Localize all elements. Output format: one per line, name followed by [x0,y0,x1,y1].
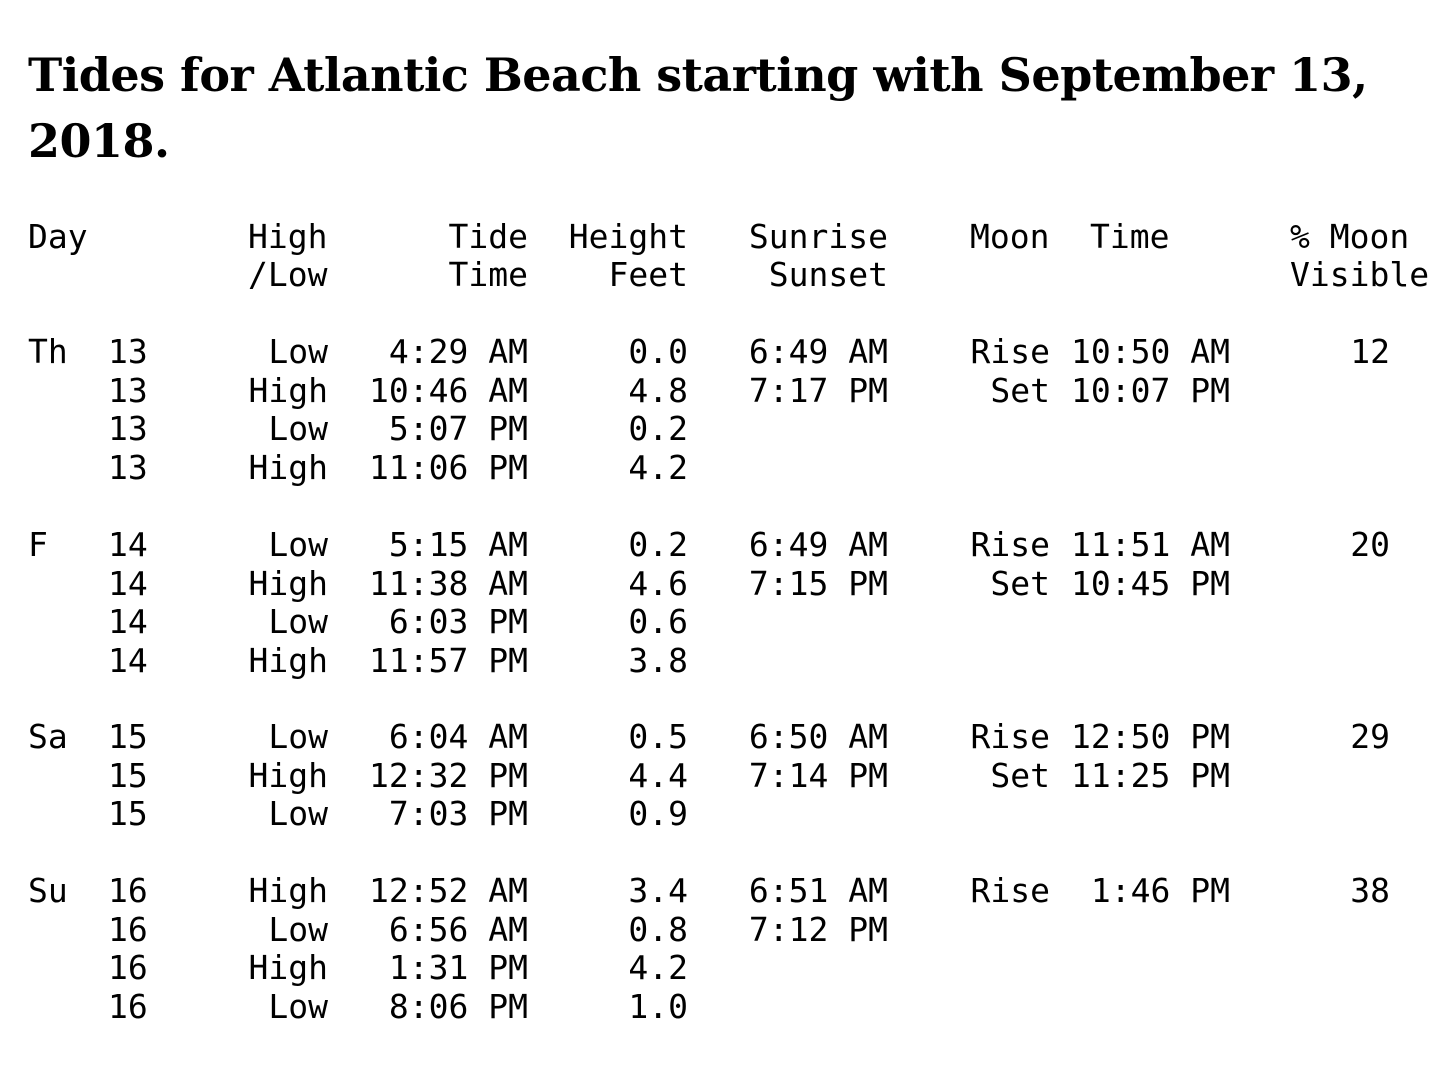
date-cell: 15 [108,755,148,795]
moon-time-cell [1050,642,1230,680]
tide-height-cell: 0.2 [628,525,688,564]
date-cell: 16 [108,871,148,910]
high-low-cell: Low [268,986,328,1026]
moon-event-cell [950,988,1050,1026]
date-cell: 16 [108,986,148,1026]
high-low-cell: High [248,871,328,910]
moon-visible-cell [1290,565,1390,603]
day-cell [28,603,108,641]
high-low-cell: Low [268,717,328,756]
moon-visible-cell: 29 [1350,717,1390,756]
high-low-cell: Low [268,602,328,641]
sunrise-sunset-cell: 6:51 AM [748,871,888,910]
moon-event-cell [950,911,1050,949]
moon-visible-cell [1290,911,1390,949]
header-moon: Moon [970,217,1050,256]
moon-time-cell [1050,410,1230,448]
tide-height-cell: 4.2 [628,447,688,487]
date-cell: 14 [108,602,148,641]
date-cell: 15 [108,794,148,833]
header-highlow-line1: High [248,217,328,256]
tide-time-cell: 6:56 AM [388,909,528,949]
tide-height-cell: 3.4 [628,871,688,910]
day-cell [28,911,108,949]
moon-visible-cell: 20 [1350,525,1390,564]
moon-visible-cell: 12 [1350,332,1390,371]
moon-time-cell: 11:51 AM [1071,525,1230,564]
sunrise-sunset-cell [688,795,888,833]
header-highlow-line2: /Low [248,255,328,294]
tide-height-cell: 4.2 [628,948,688,987]
moon-event-cell [950,410,1050,448]
high-low-cell: High [248,563,328,603]
high-low-cell: Low [268,409,328,448]
moon-visible-cell [1290,949,1390,987]
high-low-cell: Low [268,525,328,564]
header-sun-line1: Sunrise [748,217,888,256]
tide-time-cell: 12:52 AM [369,871,528,910]
day-cell [28,410,108,448]
high-low-cell: High [248,370,328,410]
tide-height-cell: 0.8 [628,909,688,949]
tide-time-cell: 7:03 PM [388,794,528,833]
sunrise-sunset-cell: 6:49 AM [748,332,888,371]
moon-visible-cell [1290,642,1390,680]
sunrise-sunset-cell [688,410,888,448]
moon-time-cell: 11:25 PM [1071,755,1230,795]
high-low-cell: High [248,640,328,680]
high-low-cell: High [248,447,328,487]
moon-time-cell: 12:50 PM [1071,717,1230,756]
header-sun-line2: Sunset [768,255,888,294]
day-cell: Sa [28,717,68,756]
tide-time-cell: 1:31 PM [388,948,528,987]
tide-height-cell: 1.0 [628,986,688,1026]
date-cell: 14 [108,563,148,603]
day-cell [28,949,108,987]
tide-time-cell: 8:06 PM [388,986,528,1026]
tide-height-cell: 4.6 [628,563,688,603]
moon-event-cell: Rise [970,525,1050,564]
sunrise-sunset-cell [688,603,888,641]
tide-time-cell: 12:32 PM [369,755,528,795]
moon-event-cell: Set [990,563,1050,603]
moon-time-cell [1050,603,1230,641]
tide-height-cell: 4.4 [628,755,688,795]
moon-visible-cell [1290,757,1390,795]
moon-visible-cell [1290,988,1390,1026]
tide-height-cell: 3.8 [628,640,688,680]
date-cell: 16 [108,948,148,987]
sunrise-sunset-cell [688,988,888,1026]
header-visible-line1: % Moon [1290,217,1410,256]
header-moon-time: Time [1090,217,1170,256]
moon-time-cell: 10:45 PM [1071,563,1230,603]
high-low-cell: Low [268,909,328,949]
moon-event-cell: Set [990,370,1050,410]
date-cell: 13 [108,409,148,448]
moon-event-cell: Rise [970,332,1050,371]
tide-height-cell: 4.8 [628,370,688,410]
day-cell [28,988,108,1026]
moon-time-cell [1050,988,1230,1026]
tide-height-cell: 0.0 [628,332,688,371]
moon-event-cell [950,449,1050,487]
tide-time-cell: 11:06 PM [369,447,528,487]
header-height-line2: Feet [608,255,688,294]
header-tide-time-line2: Time [448,255,528,294]
moon-event-cell [950,949,1050,987]
moon-visible-cell [1290,372,1390,410]
date-cell: 15 [108,717,148,756]
tide-time-cell: 10:46 AM [369,370,528,410]
moon-event-cell [950,603,1050,641]
moon-visible-cell [1290,449,1390,487]
day-cell: Th [28,332,68,371]
high-low-cell: High [248,755,328,795]
date-cell: 14 [108,640,148,680]
tide-height-cell: 0.5 [628,717,688,756]
moon-time-cell [1050,795,1230,833]
moon-time-cell [1050,911,1230,949]
tide-time-cell: 6:04 AM [388,717,528,756]
page-title: Tides for Atlantic Beach starting with September 13, 2018. [28,48,1368,168]
tide-time-cell: 6:03 PM [388,602,528,641]
moon-time-cell [1050,949,1230,987]
tide-time-cell: 11:57 PM [369,640,528,680]
sunrise-sunset-cell [688,449,888,487]
sunrise-sunset-cell: 6:49 AM [748,525,888,564]
header-height-line1: Height [568,217,688,256]
day-cell [28,449,108,487]
moon-event-cell [950,642,1050,680]
moon-time-cell: 1:46 PM [1090,871,1230,910]
tide-height-cell: 0.2 [628,409,688,448]
high-low-cell: Low [268,794,328,833]
sunrise-sunset-cell: 7:15 PM [748,563,888,603]
high-low-cell: Low [268,332,328,371]
day-cell [28,795,108,833]
moon-visible-cell [1290,603,1390,641]
header-visible-line2: Visible [1290,255,1430,294]
tide-time-cell: 5:15 AM [388,525,528,564]
moon-visible-cell: 38 [1350,871,1390,910]
sunrise-sunset-cell [688,949,888,987]
moon-event-cell: Rise [970,717,1050,756]
day-cell: F [28,525,48,564]
moon-event-cell: Rise [970,871,1050,910]
moon-time-cell [1050,449,1230,487]
tide-time-cell: 5:07 PM [388,409,528,448]
date-cell: 13 [108,447,148,487]
day-cell [28,372,108,410]
tide-time-cell: 11:38 AM [369,563,528,603]
header-tide-time-line1: Tide [448,217,528,256]
tide-height-cell: 0.9 [628,794,688,833]
moon-event-cell [950,795,1050,833]
sunrise-sunset-cell [688,642,888,680]
date-cell: 13 [108,332,148,371]
day-cell: Su [28,871,68,910]
day-cell [28,757,108,795]
sunrise-sunset-cell: 7:17 PM [748,370,888,410]
tide-height-cell: 0.6 [628,602,688,641]
day-cell [28,565,108,603]
high-low-cell: High [248,948,328,987]
moon-visible-cell [1290,795,1390,833]
tide-time-cell: 4:29 AM [388,332,528,371]
date-cell: 14 [108,525,148,564]
header-day: Day [28,217,88,256]
sunrise-sunset-cell: 7:12 PM [748,909,888,949]
sunrise-sunset-cell: 6:50 AM [748,717,888,756]
date-cell: 16 [108,909,148,949]
day-cell [28,642,108,680]
moon-event-cell: Set [990,755,1050,795]
date-cell: 13 [108,370,148,410]
moon-time-cell: 10:07 PM [1071,370,1230,410]
moon-time-cell: 10:50 AM [1071,332,1230,371]
sunrise-sunset-cell: 7:14 PM [748,755,888,795]
moon-visible-cell [1290,410,1390,448]
